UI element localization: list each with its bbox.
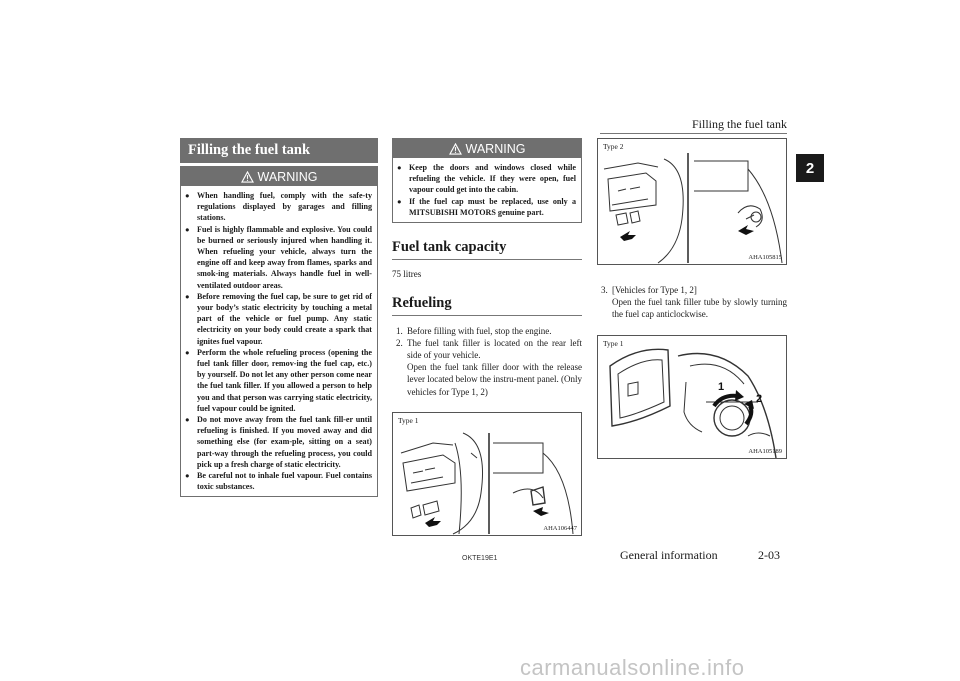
column-3 (597, 138, 787, 459)
warning-header (181, 167, 377, 186)
callout-1: 1 (718, 380, 725, 393)
footer-section: General information (620, 548, 718, 562)
warning-box-2 (392, 138, 582, 223)
warning-title: WARNING (465, 142, 526, 156)
warning-item: ● Be careful not to inhale fuel vapour. Fuel contains toxic substances. (185, 470, 372, 492)
figure-fuel-cap (597, 335, 787, 459)
callout-2: 2 (756, 392, 763, 405)
figure-code: AHA105189 (748, 447, 782, 455)
warning-list-2 (393, 158, 581, 222)
capacity-heading: Fuel tank capacity (392, 239, 582, 260)
capacity-value: 75 litres (392, 269, 422, 280)
page-number: 2-03 (758, 548, 780, 562)
warning-triangle-icon (241, 171, 254, 183)
figure-code: AHA106447 (543, 524, 577, 532)
figure-release-lever (392, 412, 582, 536)
figure-type2-lever (597, 138, 787, 265)
figure-code: AHA105815 (748, 254, 782, 261)
warning-item: ● Fuel is highly flammable and explosive. You could be burned or seriously injured when handling it. When refueling your vehicle, always turn the engine off and keep away from flames, sparks and smok-ing materials. Always handle fuel in well-ventilated outdoor areas. (185, 224, 372, 291)
warning-title: WARNING (257, 170, 318, 184)
running-header: Filling the fuel tank (692, 117, 787, 131)
step-text: The fuel tank filler is located on the rear left side of your vehicle. (407, 337, 582, 360)
step-text: Open the fuel tank filler door with the release lever located below the instru-ment panel. (Only vehicles for Type 1, 2) (407, 362, 582, 397)
step-1 (392, 325, 582, 337)
step-text: Before filling with fuel, stop the engine. (407, 325, 552, 336)
figure-type-label: Type 2 (603, 142, 624, 151)
warning-header (393, 139, 581, 158)
header-rule (600, 133, 787, 134)
step-number: 1. (396, 325, 403, 336)
warning-triangle-icon (449, 143, 462, 155)
step-number: 3. (601, 285, 608, 295)
step-3 (597, 284, 787, 321)
figure-type-label: Type 1 (398, 415, 419, 425)
step-vehicle-type: [Vehicles for Type 1, 2] (612, 285, 697, 295)
step-2-detail (392, 361, 582, 398)
warning-item: ● Perform the whole refueling process (opening the fuel tank filler door, remov-ing the fuel cap, etc.) by yourself. Do not let any other person come near the fuel tank filler. If you allowed a person to help you and that person was carrying static electricity, fuel vapour could be ignited. (185, 347, 372, 414)
warning-list-1 (181, 186, 377, 496)
warning-item: ● When handling fuel, comply with the safe-ty regulations displayed by garages and filling stations. (185, 190, 372, 224)
release-lever-illustration (393, 413, 581, 535)
step-number: 2. (396, 337, 403, 348)
refueling-heading: Refueling (392, 295, 582, 316)
refueling-steps (392, 325, 582, 398)
document-code: OKTE19E1 (462, 555, 498, 562)
warning-item: ● Keep the doors and windows closed while refueling the vehicle. If they were open, fuel vapour could get into the cabin. (397, 162, 576, 196)
fuel-cap-illustration (598, 336, 786, 458)
warning-item: ● If the fuel cap must be replaced, use only a MITSUBISHI MOTORS genuine part. (397, 196, 576, 218)
figure-type-label: Type 1 (603, 338, 624, 348)
chapter-tab[interactable]: 2 (796, 154, 824, 182)
type2-lever-illustration (598, 139, 786, 264)
watermark[interactable]: carmanualsonline.info (520, 655, 745, 680)
refueling-step-3 (597, 284, 787, 321)
section-title: Filling the fuel tank (180, 138, 378, 163)
column-1 (180, 138, 378, 497)
column-2 (392, 138, 582, 536)
warning-box-1 (180, 166, 378, 497)
step-text: Open the fuel tank filler tube by slowly turning the fuel cap anticlockwise. (612, 297, 787, 320)
warning-item: ● Do not move away from the fuel tank fill-er until refueling is finished. If you moved away and did something else (for exam-ple, sitting on a seat) part-way through the refueling process, you could pick up a fresh charge of static electricity. (185, 414, 372, 470)
step-2 (392, 337, 582, 361)
warning-item: ● Before removing the fuel cap, be sure to get rid of your body’s static electricity by touching a metal part of the vehicle or fuel pump. Any static electricity on your body could create a spark that ignites fuel vapour. (185, 291, 372, 347)
